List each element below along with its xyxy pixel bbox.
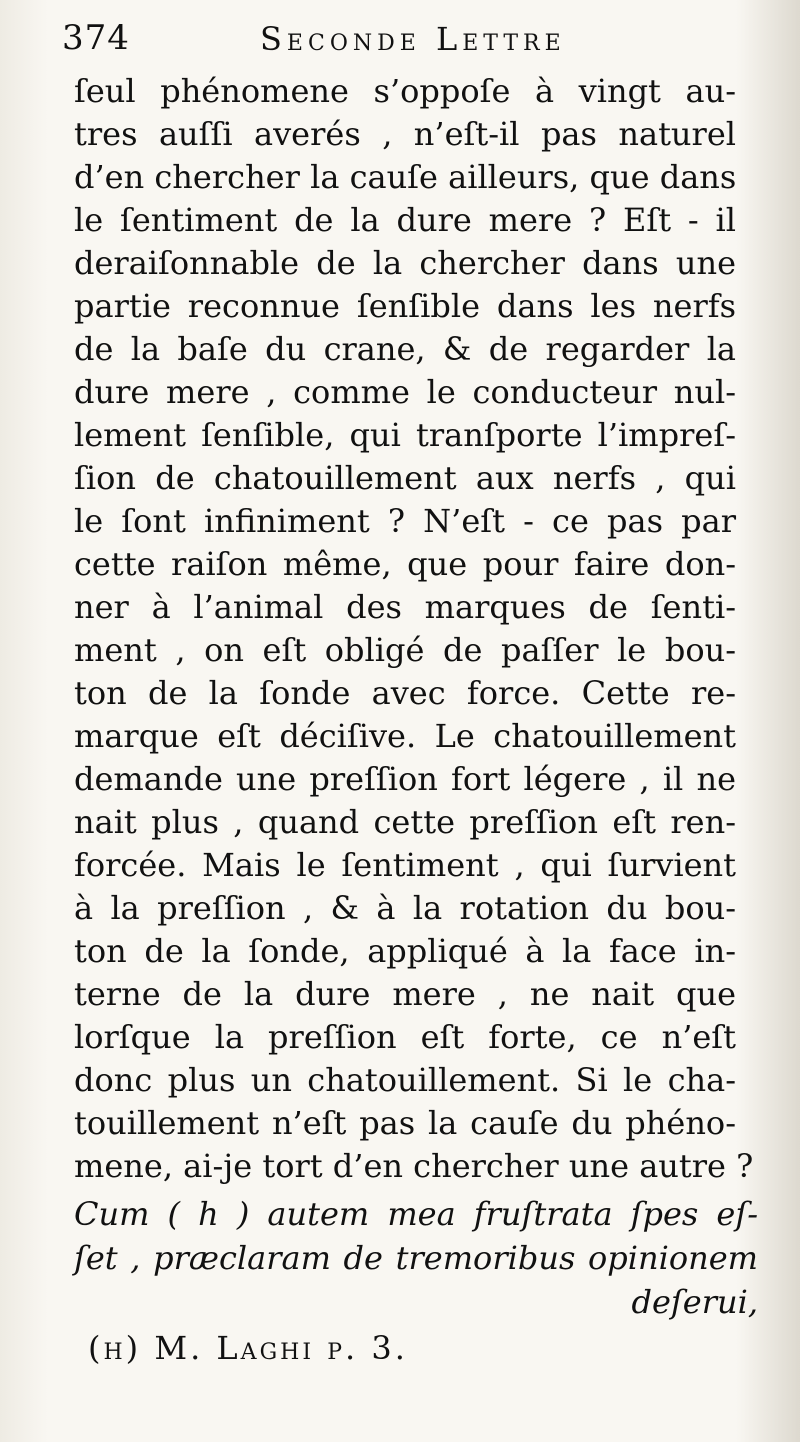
text-line: d’en chercher la cauſe ailleurs, que dans bbox=[74, 158, 737, 196]
text-line: touillement n’eſt pas la cauſe du phéno- bbox=[74, 1104, 736, 1142]
latin-line: deſerui, bbox=[631, 1283, 758, 1321]
text-line: mene, ai-je tort d’en chercher une autre ? bbox=[74, 1147, 754, 1185]
latin-line: ſet , præclaram de tremoribus opinionem bbox=[74, 1239, 758, 1277]
text-line: à la preſſion , & à la rotation du bou- bbox=[74, 889, 736, 927]
text-line: lement ſenſible, qui tranſporte l’impreſ- bbox=[74, 416, 736, 454]
text-line: dure mere , comme le conducteur nul- bbox=[74, 373, 736, 411]
text-line: lorſque la preſſion eſt forte, ce n’eſt bbox=[74, 1018, 736, 1056]
text-line: ſeul phénomene s’oppoſe à vingt au- bbox=[74, 72, 736, 110]
text-line: donc plus un chatouillement. Si le cha- bbox=[74, 1061, 736, 1099]
text-line: terne de la dure mere , ne nait que bbox=[74, 975, 736, 1013]
text-line: le ſentiment de la dure mere ? Eſt - il bbox=[74, 201, 736, 239]
text-line: le ſont infiniment ? N’eſt - ce pas par bbox=[74, 502, 736, 540]
latin-quotation bbox=[74, 1192, 758, 1324]
text-line: marque eſt déciſive. Le chatouillement bbox=[74, 717, 736, 755]
text-line: ner à l’animal des marques de ſenti- bbox=[74, 588, 736, 626]
text-line: ton de la ſonde, appliqué à la face in- bbox=[74, 932, 736, 970]
text-line: forcée. Mais le ſentiment , qui ſurvient bbox=[74, 846, 736, 884]
footnote: (h) M. Laghi p. 3. bbox=[88, 1329, 408, 1367]
text-line: ment , on eſt obligé de paſſer le bou- bbox=[74, 631, 736, 669]
body-text bbox=[74, 70, 754, 1188]
running-title: Seconde Lettre bbox=[260, 20, 566, 58]
latin-line: Cum ( h ) autem mea fruſtrata ſpes eſ- bbox=[74, 1195, 758, 1233]
text-line: ſion de chatouillement aux nerfs , qui bbox=[74, 459, 736, 497]
running-head bbox=[62, 14, 762, 68]
text-line: ton de la ſonde avec force. Cette re- bbox=[74, 674, 736, 712]
text-line: nait plus , quand cette preſſion eſt ren- bbox=[74, 803, 736, 841]
text-line: tres auſſi averés , n’eſt-il pas naturel bbox=[74, 115, 736, 153]
text-line: cette raiſon même, que pour faire don- bbox=[74, 545, 736, 583]
text-line: deraiſonnable de la chercher dans une bbox=[74, 244, 736, 282]
text-line: demande une preſſion fort légere , il ne bbox=[74, 760, 736, 798]
text-line: de la baſe du crane, & de regarder la bbox=[74, 330, 736, 368]
page-number: 374 bbox=[62, 18, 130, 58]
text-line: partie reconnue ſenſible dans les nerfs bbox=[74, 287, 736, 325]
